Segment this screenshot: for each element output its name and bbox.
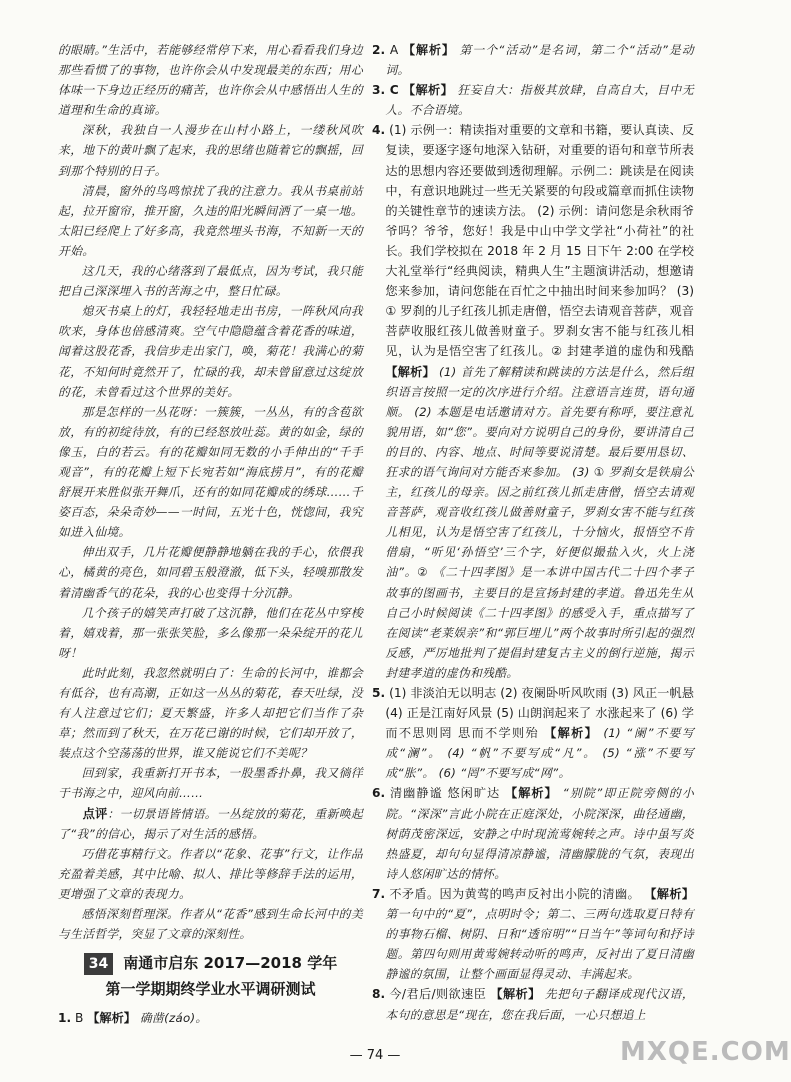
- comment-text: ：一切景语皆情语。一丛绽放的菊花，重新唤起了“我”的信心，揭示了对生活的感悟。: [58, 806, 363, 841]
- q5-number: 5.: [372, 686, 386, 700]
- page-number: — 74 —: [349, 1048, 401, 1063]
- q2: [372, 40, 694, 80]
- q4-analysis: (1) 首先了解精读和跳读的方法是什么，然后组织语言按照一定的次序进行介绍。注意语言连贯，语句通顺。 (2) 本题是电话邀请对方。首先要有称呼，要注意礼貌用语，如“您”。要向对方说明自己的身份，要讲清自己的目的、内容、地点、时间等要说清楚。最后要用恳切、狂求的语气询问对方能否来参加。 (3) ① 罗刹女是铁扇公主，红孩儿的母亲。因之前红孩儿抓走唐僧，悟空去请观音菩萨，观音收红孩儿做善财童子，罗刹女害不能与红孩儿相见，认为是悟空害了红孩儿，十分恼火，报悟空不肯借扇，“听见‘孙悟空’三个字，好便似撮盐入火，火上浇油”。② 《二十四孝图》是一本讲中国古代二十四个孝子故事的图画书，主要目的是宣扬封建的孝道。鲁迅先生从自己小时候阅读《二十四孝图》的感受入手，重点描写了在阅读“老莱娱亲”和“郭巨埋儿”两个故事时所引起的强烈反感，严厉地批判了提倡封建复古主义的倒行逆施，揭示封建孝道的虚伪和残酷。: [385, 364, 694, 680]
- q7-analysis: 第一句中的“夏”，点明时令；第二、三两句选取夏日特有的事物石榴、树阴、日和“透帘明”“日当午”等词句和抒诗题。第四句则用黄莺婉转动听的鸣声，反衬出了夏日清幽静谧的氛围，让整个画面显得灵动、丰满起来。: [385, 907, 694, 982]
- q3-text: 狂妄自大：指极其放肆，自高自大，目中无人。不合语境。: [385, 83, 694, 118]
- watermark-logo: MXQE.COM: [620, 1037, 791, 1067]
- para-2: 深秋，我独自一人漫步在山村小路上，一缕秋风吹来，地下的黄叶飘了起来，我的思绪也随着它的飘摇，回到那个特别的日子。: [58, 123, 363, 178]
- q5-text: (1) 非淡泊无以明志 (2) 夜阑卧听风吹雨 (3) 风正一帆悬 (4) 正是江南好风景 (5) 山朗润起来了 水涨起来了 (6) 学而不思则罔 思而不学则殆: [385, 686, 694, 741]
- comment-line: [58, 804, 363, 844]
- q8-number: 8.: [372, 987, 386, 1002]
- q6-text: 清幽静谧 悠闲旷达: [389, 786, 501, 801]
- q7-tag: 【解析】: [644, 886, 695, 901]
- q3-tag: 【解析】: [402, 83, 454, 98]
- q6-number: 6.: [372, 786, 386, 801]
- q6-analysis: “别院”即正院旁侧的小院。“深深”言此小院在正庭深处，小院深深，曲径通幽，树荫茂密深远，安静之中时现流莺婉转之声。诗中虽写炎热盛夏，却句句显得清凉静谧，清幽朦胧的气氛，表现出诗人悠闲旷达的情怀。: [385, 786, 695, 881]
- q8-tag: 【解析】: [490, 987, 541, 1002]
- q4: [372, 120, 694, 683]
- q1-tag: 【解析】: [87, 1011, 136, 1026]
- q1-number: 1.: [58, 1011, 72, 1026]
- q1-answer: B: [75, 1011, 84, 1026]
- q3-label: 3. C: [372, 83, 399, 98]
- q2-number: 2.: [372, 43, 386, 57]
- q7-text: 不矛盾。因为黄莺的鸣声反衬出小院的清幽。: [389, 886, 641, 901]
- para-9: 此时此刻，我忽然就明白了：生命的长河中，谁都会有低谷，也有高潮，正如这一丛丛的菊花，春天吐绿，没有人注意过它们；夏天繁盛，许多人却把它们当作了杂草；然而到了秋天，在万花已谢的时候，它们却开放了，装点这个空荡荡的世界，谁又能说它们不美呢？: [58, 665, 363, 761]
- q1-text: 确凿(záo)。: [139, 1011, 208, 1026]
- q8-analysis: 先把句子翻译成现代汉语，本句的意思是“现在，您在我后面，一心只想追上: [385, 987, 695, 1022]
- q5: [372, 683, 694, 783]
- section-title-2: 第一学期期终学业水平调研测试: [105, 980, 316, 999]
- q8: [372, 984, 694, 1024]
- q1-answer-line: [58, 1008, 363, 1028]
- para-6: 那是怎样的一丛花呀：一簇簇，一丛丛，有的含苞欲放，有的初绽待放，有的已经怒放吐蕊。黄的如金，绿的像玉，白的若云。有的花瓣如同无数的小手伸出的“千手观音”，有的花瓣上短下长宛若如“海底捞月”，有的花瓣舒展开来胜似张开舞爪，还有的如同花瓣成的绣球……千姿百态，朵朵奇妙——一时间，五光十色，恍惚间，我究如进入仙境。: [58, 404, 363, 540]
- q5-analysis: (1) “阑”不要写成“澜”。 (4) “帆”不要写成“凡”。 (5) “涨”不要写成“胀”。 (6) “罔”不要写成“网”。: [385, 726, 695, 781]
- section-number-badge: 34: [84, 953, 113, 975]
- q4-tag: 【解析】: [385, 364, 435, 379]
- para-10: 回到家，我重新打开书本，一股墨香扑鼻，我又徜徉于书海之中，迎风向前……: [58, 766, 363, 801]
- para-1: 的眼睛。”生活中，若能够经常停下来，用心看看我们身边那些看惯了的事物，也许你会从中发现最美的东西；用心体味一下身边正经历的痛苦，也许你会从中感悟出人生的道理和生命的真谛。: [58, 43, 363, 118]
- section-heading: [58, 950, 363, 1002]
- comment-2: 感悟深刻哲理深。作者从“花香”感到生命长河中的美与生活哲学，突显了文章的深刻性。: [58, 907, 363, 942]
- q7-number: 7.: [372, 886, 386, 901]
- section-title-1: 南通市启东 2017—2018 学年: [123, 954, 338, 973]
- left-column: [58, 40, 363, 1028]
- para-8: 几个孩子的嬉笑声打破了这沉静，他们在花丛中穿梭着，嬉戏着，那一张张笑脸，多么像那一朵朵绽开的花儿呀！: [58, 605, 363, 660]
- para-4: 这几天，我的心绪落到了最低点，因为考试，我只能把自己深深埋入书的苦海之中，整日忙碌。: [58, 264, 363, 299]
- comment-1: 巧借花事精行文。作者以“花象、花事”行文，让作品充盈着美感，其中比喻、拟人、排比等修辞手法的运用，更增强了文章的表现力。: [58, 846, 363, 901]
- para-3: 清晨，窗外的鸟鸣惊扰了我的注意力。我从书桌前站起，拉开窗帘，推开窗，久违的阳光瞬间洒了一桌一地。太阳已经爬上了好多高，我竟然埋头书海，不知新一天的开始。: [58, 183, 363, 258]
- q7: [372, 884, 694, 984]
- para-5: 熄灭书桌上的灯，我轻轻地走出书房，一阵秋风向我吹来，身体也倍感清爽。空气中隐隐蕴含着花香的味道，闻着这股花香，我信步走出家门，唤，菊花！我满心的菊花，不知何时竟然开了，忙碌的我，却未曾留意过这绽放的花，未曾看过这个世界的美好。: [58, 304, 363, 399]
- comment-tag: 点评: [82, 806, 108, 821]
- section-title-line-1: [58, 950, 363, 976]
- q3: [372, 80, 694, 120]
- q2-tag: 【解析】: [402, 43, 455, 57]
- para-7: 伸出双手，几片花瓣便静静地躺在我的手心，依偎我心，橘黄的亮色，如同碧玉般澄澈，低下头，轻嗅那散发着清幽香气的花朵，我的心也变得十分沉静。: [58, 545, 363, 600]
- q4-text: (1) 示例一：精读指对重要的文章和书籍，要认真读、反复读，要逐字逐句地深入钻研，对重要的语句和章节所表达的思想内容还要做到透彻理解。示例二：跳读是在阅读中，有意识地跳过一些无关紧要的句段或篇章而抓住读物的关键性章节的速读方法。 (2) 示例：请问您是余秋雨爷爷吗？爷爷，您好！我是中山中学文学社“小荷社”的社长。我们学校拟在 2018 年 2 月 15 日下午 2:00 在学校大礼堂举行“经典阅读，精典人生”主题演讲活动，想邀请您来参加，请问您能在百忙之中抽出时间来参加吗？ (3) ① 罗刹的儿子红孩儿抓走唐僧，悟空去请观音菩萨，观音菩萨收服红孩儿做善财童子。罗刹女害不能与红孩儿相见，认为是悟空害了红孩儿。② 封建孝道的虚伪和残酷: [385, 123, 695, 359]
- q2-text: 第一个“活动”是名词，第二个“活动”是动词。: [385, 43, 695, 78]
- right-column: [372, 40, 694, 1025]
- q6: [372, 783, 694, 883]
- q2-answer: A: [389, 43, 399, 57]
- q4-number: 4.: [372, 123, 386, 138]
- q5-tag: 【解析】: [544, 726, 599, 741]
- q8-text: 今/君后/则欲速臣: [389, 987, 487, 1002]
- q6-tag: 【解析】: [505, 786, 558, 801]
